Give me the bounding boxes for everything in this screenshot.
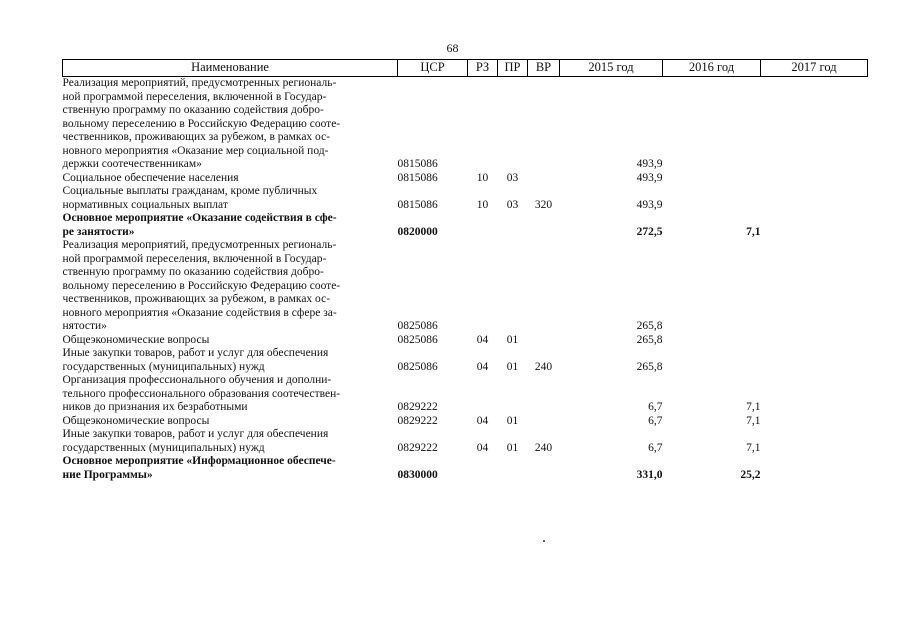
row-year-2016 bbox=[663, 347, 761, 374]
row-name-line: Социальное обеспечение населения bbox=[62, 171, 239, 184]
row-rz bbox=[468, 77, 498, 172]
header-pr: ПР bbox=[498, 60, 528, 77]
row-name-line: ре занятости» bbox=[62, 225, 135, 238]
row-vr: 240 bbox=[534, 441, 553, 454]
row-name bbox=[63, 428, 398, 455]
row-csr: 0815086 bbox=[397, 198, 438, 211]
row-name-line: чественников, проживающих за рубежом, в рамках ос- bbox=[62, 131, 331, 143]
row-name-line: нормативных социальных выплат bbox=[62, 198, 228, 211]
row-name bbox=[63, 185, 398, 212]
row-pr: 01 bbox=[506, 333, 519, 346]
header-rz: РЗ bbox=[468, 60, 498, 77]
row-name-line: чественников, проживающих за рубежом, в рамках ос- bbox=[62, 293, 331, 305]
scan-speck bbox=[543, 540, 545, 542]
row-year-2016 bbox=[663, 334, 761, 348]
budget-table bbox=[62, 59, 868, 482]
row-vr bbox=[528, 239, 560, 334]
row-year-2015: 493,9 bbox=[636, 171, 663, 184]
row-name-line: Общеэкономические вопросы bbox=[62, 333, 210, 346]
row-year-2016: 25,2 bbox=[740, 468, 761, 481]
row-rz: 04 bbox=[476, 360, 489, 373]
row-year-2017 bbox=[761, 347, 868, 374]
row-csr: 0820000 bbox=[397, 225, 438, 238]
row-year-2015: 6,7 bbox=[648, 414, 663, 427]
row-csr: 0829222 bbox=[397, 414, 438, 427]
row-csr: 0815086 bbox=[397, 171, 438, 184]
row-year-2015: 265,8 bbox=[636, 320, 663, 332]
row-name-line: ственную программу по оказанию содействия добро- bbox=[62, 266, 324, 278]
row-name-line: ников до признания их безработными bbox=[62, 401, 248, 413]
row-year-2017 bbox=[761, 212, 868, 239]
row-name-line: Общеэкономические вопросы bbox=[62, 414, 210, 427]
header-csr: ЦСР bbox=[398, 60, 468, 77]
row-rz: 10 bbox=[476, 171, 489, 184]
row-vr: 240 bbox=[534, 360, 553, 373]
row-year-2015: 493,9 bbox=[636, 198, 663, 211]
row-name bbox=[63, 455, 398, 482]
row-year-2015: 265,8 bbox=[636, 360, 663, 373]
row-name-line: Основное мероприятие «Оказание содействия в сфе- bbox=[62, 212, 337, 224]
row-name bbox=[63, 239, 398, 334]
table-row bbox=[63, 455, 868, 482]
row-pr bbox=[498, 212, 528, 239]
row-pr: 03 bbox=[506, 198, 519, 211]
header-year-2015: 2015 год bbox=[560, 60, 663, 77]
row-name-line: ние Программы» bbox=[62, 468, 153, 481]
row-csr: 0825086 bbox=[397, 333, 438, 346]
row-vr bbox=[528, 172, 560, 186]
row-name-line: нятости» bbox=[62, 320, 107, 332]
row-vr bbox=[528, 374, 560, 415]
header-year-2016: 2016 год bbox=[663, 60, 761, 77]
row-vr: 320 bbox=[534, 198, 553, 211]
table-row bbox=[63, 347, 868, 374]
row-year-2017 bbox=[761, 172, 868, 186]
row-vr bbox=[528, 334, 560, 348]
row-year-2016: 7,1 bbox=[746, 414, 761, 427]
row-year-2016: 7,1 bbox=[746, 225, 761, 238]
table-row bbox=[63, 77, 868, 172]
table-body bbox=[63, 77, 868, 483]
header-year-2017: 2017 год bbox=[761, 60, 868, 77]
page-number: 68 bbox=[446, 41, 459, 55]
row-name bbox=[63, 172, 398, 186]
row-year-2016: 7,1 bbox=[746, 441, 761, 454]
row-year-2017 bbox=[761, 334, 868, 348]
table-row bbox=[63, 428, 868, 455]
row-pr bbox=[498, 239, 528, 334]
row-name bbox=[63, 334, 398, 348]
row-pr: 01 bbox=[506, 441, 519, 454]
row-csr: 0825086 bbox=[397, 360, 438, 373]
row-name-line: Социальные выплаты гражданам, кроме публичных bbox=[62, 185, 318, 197]
row-name-line: Организация профессионального обучения и дополни- bbox=[62, 374, 332, 386]
row-year-2015: 331,0 bbox=[636, 468, 663, 481]
row-vr bbox=[528, 212, 560, 239]
row-name-line: вольному переселению в Российскую Федерацию соотe- bbox=[62, 117, 341, 130]
table-row bbox=[63, 212, 868, 239]
row-year-2017 bbox=[761, 428, 868, 455]
row-name-line: вольному переселению в Российскую Федерацию соотe- bbox=[62, 279, 341, 292]
row-name-line: новного мероприятия «Оказание мер социальной под- bbox=[62, 144, 329, 157]
row-name-line: Иные закупки товаров, работ и услуг для обеспечения bbox=[62, 347, 329, 359]
row-name bbox=[63, 415, 398, 429]
row-rz bbox=[468, 455, 498, 482]
row-pr bbox=[498, 77, 528, 172]
row-rz bbox=[468, 374, 498, 415]
row-csr: 0830000 bbox=[397, 468, 438, 481]
table-row bbox=[63, 239, 868, 334]
row-year-2015: 6,7 bbox=[648, 441, 663, 454]
row-name-line: Реализация мероприятий, предусмотренных региональ- bbox=[62, 239, 337, 251]
header-name: Наименование bbox=[63, 60, 398, 77]
table-row bbox=[63, 185, 868, 212]
table-header-row bbox=[63, 60, 868, 77]
row-vr bbox=[528, 415, 560, 429]
row-year-2016: 7,1 bbox=[746, 401, 761, 413]
row-csr: 0829222 bbox=[397, 441, 438, 454]
row-year-2015: 265,8 bbox=[636, 333, 663, 346]
row-year-2017 bbox=[761, 185, 868, 212]
row-csr: 0829222 bbox=[397, 401, 438, 413]
table-row bbox=[63, 415, 868, 429]
row-name-line: ной программой переселения, включенной в Государ- bbox=[62, 90, 327, 103]
row-pr bbox=[498, 455, 528, 482]
row-rz: 10 bbox=[476, 198, 489, 211]
row-pr: 01 bbox=[506, 414, 519, 427]
row-name-line: ственную программу по оказанию содействия добро- bbox=[62, 104, 324, 116]
row-vr bbox=[528, 77, 560, 172]
row-name bbox=[63, 212, 398, 239]
row-pr: 01 bbox=[506, 360, 519, 373]
row-rz bbox=[468, 212, 498, 239]
row-vr bbox=[528, 455, 560, 482]
row-year-2017 bbox=[761, 415, 868, 429]
row-year-2017 bbox=[761, 239, 868, 334]
header-vr: ВР bbox=[528, 60, 560, 77]
row-year-2016 bbox=[663, 185, 761, 212]
row-year-2016 bbox=[663, 77, 761, 172]
row-year-2015: 6,7 bbox=[648, 401, 663, 413]
row-rz bbox=[468, 239, 498, 334]
row-name-line: тельного профессионального образования соотечествен- bbox=[62, 387, 341, 400]
row-year-2016 bbox=[663, 239, 761, 334]
row-year-2016 bbox=[663, 172, 761, 186]
row-name bbox=[63, 374, 398, 415]
row-pr: 03 bbox=[506, 171, 519, 184]
table-row bbox=[63, 374, 868, 415]
row-name-line: государственных (муниципальных) нужд bbox=[62, 360, 265, 373]
row-pr bbox=[498, 374, 528, 415]
row-name-line: Иные закупки товаров, работ и услуг для обеспечения bbox=[62, 428, 329, 440]
row-name-line: новного мероприятия «Оказание содействия в сфере за- bbox=[62, 306, 337, 319]
row-rz: 04 bbox=[476, 441, 489, 454]
row-name-line: ной программой переселения, включенной в Государ- bbox=[62, 252, 327, 265]
row-year-2015: 493,9 bbox=[636, 158, 663, 170]
row-name-line: Реализация мероприятий, предусмотренных региональ- bbox=[62, 77, 337, 89]
row-name bbox=[63, 77, 398, 172]
row-rz: 04 bbox=[476, 333, 489, 346]
row-name-line: Основное мероприятие «Информационное обеспече- bbox=[62, 455, 336, 467]
row-year-2017 bbox=[761, 374, 868, 415]
row-name-line: государственных (муниципальных) нужд bbox=[62, 441, 265, 454]
row-name bbox=[63, 347, 398, 374]
row-year-2015: 272,5 bbox=[636, 225, 663, 238]
row-csr: 0825086 bbox=[397, 320, 438, 332]
row-csr: 0815086 bbox=[397, 158, 438, 170]
row-year-2017 bbox=[761, 455, 868, 482]
table-row bbox=[63, 172, 868, 186]
row-year-2017 bbox=[761, 77, 868, 172]
row-rz: 04 bbox=[476, 414, 489, 427]
row-name-line: держки соотечественникам» bbox=[62, 158, 202, 170]
table-row bbox=[63, 334, 868, 348]
